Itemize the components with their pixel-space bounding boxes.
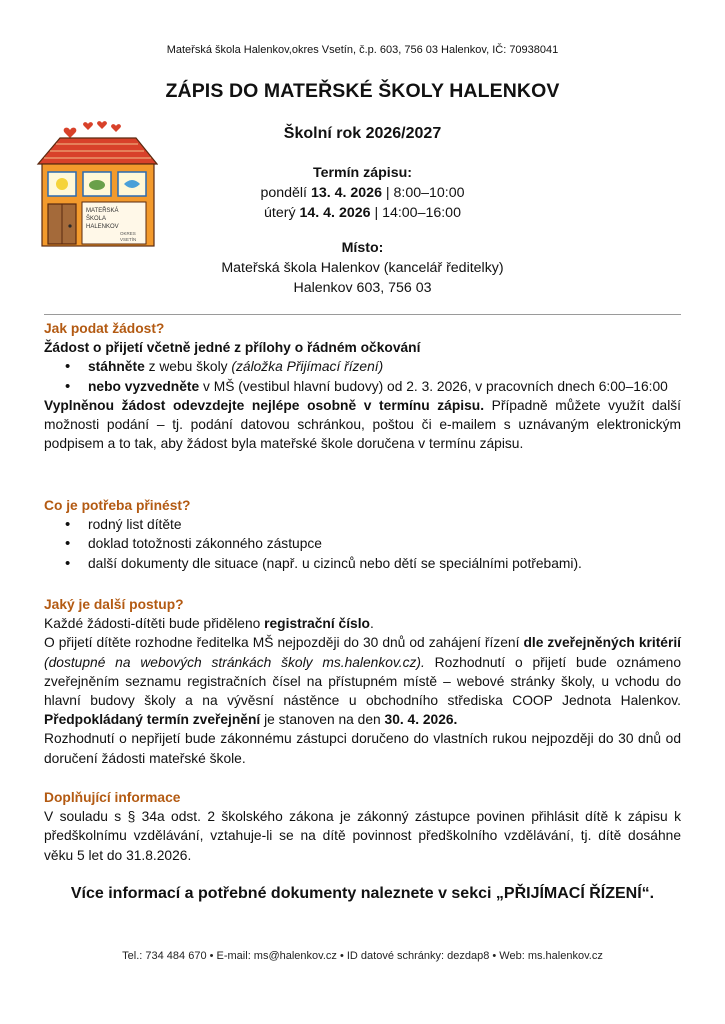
closing-note: Více informací a potřebné dokumenty naleznete v sekci „PŘIJÍMACÍ ŘÍZENÍ“. <box>70 885 655 902</box>
section-subheading: Žádost o přijetí včetně jedné z přílohy o řádném očkování <box>44 340 421 356</box>
apply-list <box>44 357 681 395</box>
page-title: ZÁPIS DO MATEŘSKÉ ŠKOLY HALENKOV <box>165 80 560 102</box>
heart-icon <box>97 121 107 129</box>
misto-block <box>200 238 525 298</box>
bring-list <box>44 515 681 573</box>
school-logo-house <box>36 118 158 248</box>
termin-label: Termín zápisu: <box>312 165 413 181</box>
logo-text: HALENKOV <box>86 224 119 230</box>
school-year: Školní rok 2026/2027 <box>283 125 442 142</box>
misto-line2: Halenkov 603, 756 03 <box>293 280 432 296</box>
section-what-to-bring <box>44 496 681 573</box>
section-how-to-apply <box>44 319 681 453</box>
paragraph: Každé žádosti-dítěti bude přiděleno registrační číslo. <box>44 616 374 632</box>
letterhead: Mateřská škola Halenkov,okres Vsetín, č.p. 603, 756 03 Halenkov, IČ: 70938041 <box>166 44 559 56</box>
footer-contact: Tel.: 734 484 670 • E-mail: ms@halenkov.cz • ID datové schránky: dezdap8 • Web: ms.halenkov.cz <box>122 950 603 962</box>
list-item: • nebo vyzvedněte v MŠ (vestibul hlavní budovy) od 2. 3. 2026, v pracovních dnech 6:00–16:00 <box>44 377 681 396</box>
paragraph: O přijetí dítěte rozhodne ředitelka MŠ nejpozději do 30 dnů od zahájení řízení dle zveřejněných kritérií (dostupné na webových stránkách školy ms.halenkov.cz). Rozhodnutí o přijetí bude oznámeno zveřejněním seznamu registračních čísel na přístupném místě – webové stránky školy, u vchodu do hlavní budovy školy a na vývěsní nástěnce u obchodního střediska COOP Jednota Halenkov. Předpokládaný termín zveřejnění je stanoven na den 30. 4. 2026. <box>44 635 682 728</box>
section-additional-info <box>44 788 681 865</box>
heart-icon <box>83 122 93 130</box>
logo-text: VSETÍN <box>120 237 137 242</box>
section-heading: Doplňující informace <box>44 790 181 805</box>
logo-text: MATEŘSKÁ <box>86 208 119 214</box>
paragraph: V souladu s § 34a odst. 2 školského zákona je zákonný zástupce povinen přihlásit dítě k zápisu k předškolnímu vzdělávání, vztahuje-li se na dítě povinnost předškolního vzdělávání, tj. dítě dosáhne věku 5 let do 31.8.2026. <box>44 809 681 863</box>
list-item: • stáhněte z webu školy (záložka Přijímací řízení) <box>44 357 681 376</box>
divider <box>44 314 681 315</box>
section-heading: Jak podat žádost? <box>44 321 165 336</box>
section-next-steps <box>44 595 681 768</box>
list-item: • doklad totožnosti zákonného zástupce <box>44 534 681 553</box>
list-item: • rodný list dítěte <box>44 515 681 534</box>
section-heading: Co je potřeba přinést? <box>44 498 191 513</box>
paragraph: Vyplněnou žádost odevzdejte nejlépe osobně v termínu zápisu. Případně můžete využít další možnosti podání – tj. podání datovou schránkou, poštou či e-mailem s uznávaným elektronickým podpisem a to tak, aby žádost byla mateřské škole doručena v termínu zápisu. <box>44 397 681 452</box>
termin-block <box>200 163 525 223</box>
heart-icon <box>64 128 77 138</box>
termin-day1: pondělí 13. 4. 2026 | 8:00–10:00 <box>260 185 465 201</box>
house-illustration <box>36 118 158 248</box>
paragraph: Rozhodnutí o nepřijetí bude zákonnému zástupci doručeno do vlastních rukou nejpozději do 30 dnů od doručení žádosti mateřské škole. <box>44 731 681 766</box>
misto-line1: Mateřská škola Halenkov (kancelář ředitelky) <box>221 260 504 276</box>
heart-icon <box>111 124 121 132</box>
list-item: • další dokumenty dle situace (např. u cizinců nebo dětí se speciálními potřebami). <box>44 554 681 573</box>
logo-text: ŠKOLA <box>86 216 107 222</box>
logo-text: OKRES <box>120 231 136 236</box>
misto-label: Místo: <box>341 240 384 256</box>
termin-day2: úterý 14. 4. 2026 | 14:00–16:00 <box>264 205 461 221</box>
section-heading: Jaký je další postup? <box>44 597 184 612</box>
